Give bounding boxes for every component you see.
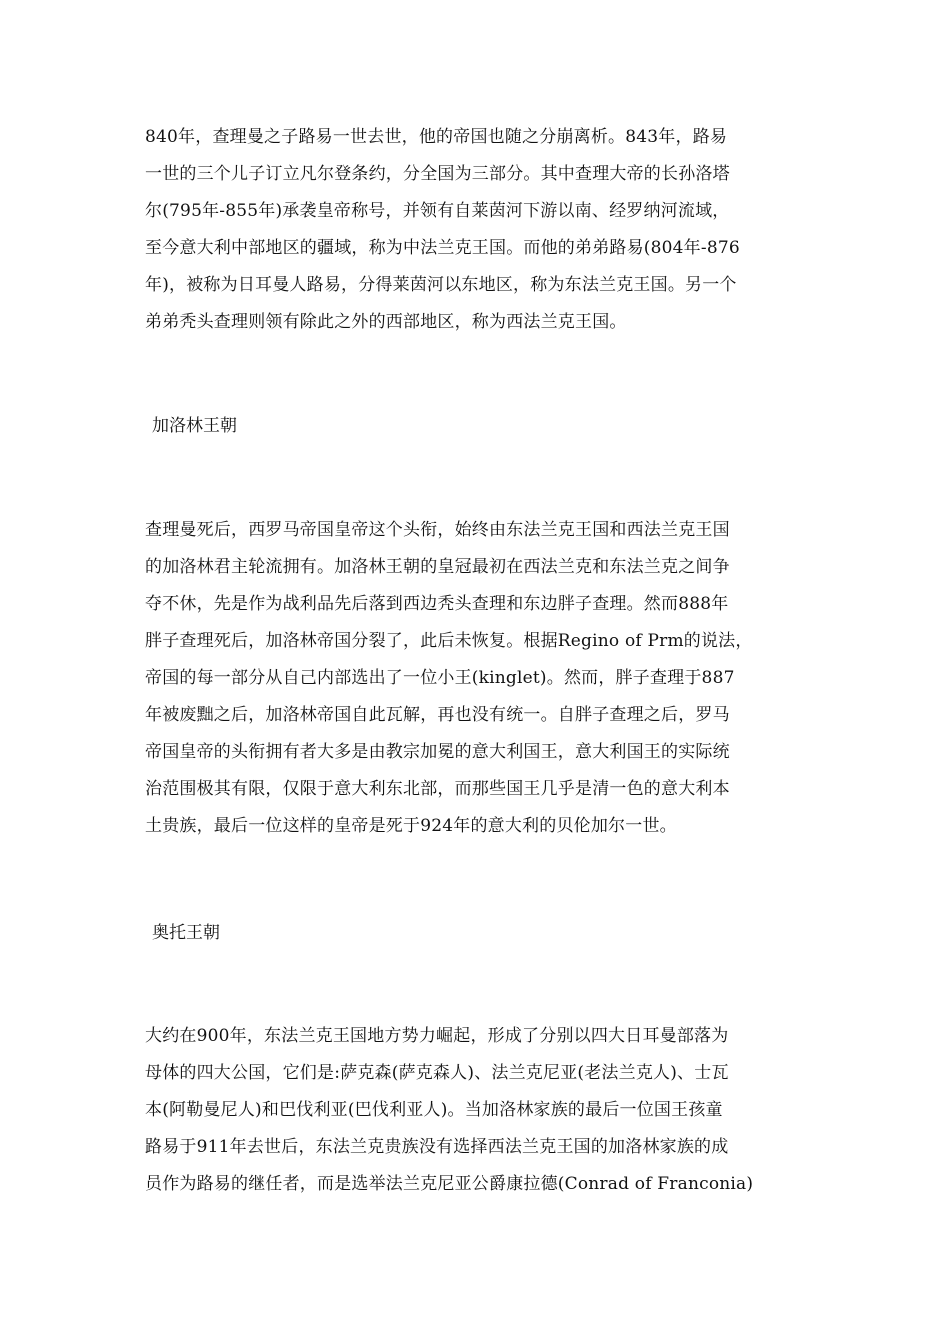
section-heading-ottonian: 奥托王朝: [152, 923, 220, 943]
text-line: 帝国的每一部分从自己内部选出了一位小王(kinglet)。然而，胖子查理于887: [145, 668, 735, 688]
text-line: 夺不休，先是作为战利品先后落到西边秃头查理和东边胖子查理。然而888年: [145, 594, 729, 614]
text-line: 840年，查理曼之子路易一世去世，他的帝国也随之分崩离析。843年，路易: [145, 127, 728, 147]
text-line: 一世的三个儿子订立凡尔登条约，分全国为三部分。其中查理大帝的长孙洛塔: [145, 164, 730, 184]
text-line: 年)，被称为日耳曼人路易，分得莱茵河以东地区，称为东法兰克王国。另一个: [145, 275, 737, 295]
text-line: 土贵族，最后一位这样的皇帝是死于924年的意大利的贝伦加尔一世。: [145, 816, 677, 836]
text-line: 治范围极其有限，仅限于意大利东北部，而那些国王几乎是清一色的意大利本: [145, 779, 730, 799]
paragraph-treaty-of-verdun: [145, 119, 807, 341]
paragraph-carolingian-dynasty: [145, 512, 807, 845]
paragraph-ottonian-dynasty: [145, 1018, 807, 1203]
text-line: 大约在900年，东法兰克王国地方势力崛起，形成了分别以四大日耳曼部落为: [145, 1026, 729, 1046]
text-line: 帝国皇帝的头衔拥有者大多是由教宗加冕的意大利国王，意大利国王的实际统: [145, 742, 730, 762]
text-line: 胖子查理死后，加洛林帝国分裂了，此后未恢复。根据Regino of Prm的说法，: [145, 631, 753, 651]
text-line: 路易于911年去世后，东法兰克贵族没有选择西法兰克王国的加洛林家族的成: [145, 1137, 729, 1157]
text-line: 的加洛林君主轮流拥有。加洛林王朝的皇冠最初在西法兰克和东法兰克之间争: [145, 557, 730, 577]
section-heading-carolingian: 加洛林王朝: [152, 416, 237, 436]
text-line: 尔(795年-855年)承袭皇帝称号，并领有自莱茵河下游以南、经罗纳河流域，: [145, 201, 730, 221]
text-line: 本(阿勒曼尼人)和巴伐利亚(巴伐利亚人)。当加洛林家族的最后一位国王孩童: [145, 1100, 723, 1120]
text-line: 至今意大利中部地区的疆域，称为中法兰克王国。而他的弟弟路易(804年-876: [145, 238, 740, 258]
text-line: 查理曼死后，西罗马帝国皇帝这个头衔，始终由东法兰克王国和西法兰克王国: [145, 520, 730, 540]
text-line: 年被废黜之后，加洛林帝国自此瓦解，再也没有统一。自胖子查理之后，罗马: [145, 705, 730, 725]
text-line: 员作为路易的继任者，而是选举法兰克尼亚公爵康拉德(Conrad of Franconia): [145, 1174, 754, 1194]
text-line: 弟弟秃头查理则领有除此之外的西部地区，称为西法兰克王国。: [145, 312, 627, 332]
text-line: 母体的四大公国，它们是:萨克森(萨克森人)、法兰克尼亚(老法兰克人)、士瓦: [145, 1063, 729, 1083]
